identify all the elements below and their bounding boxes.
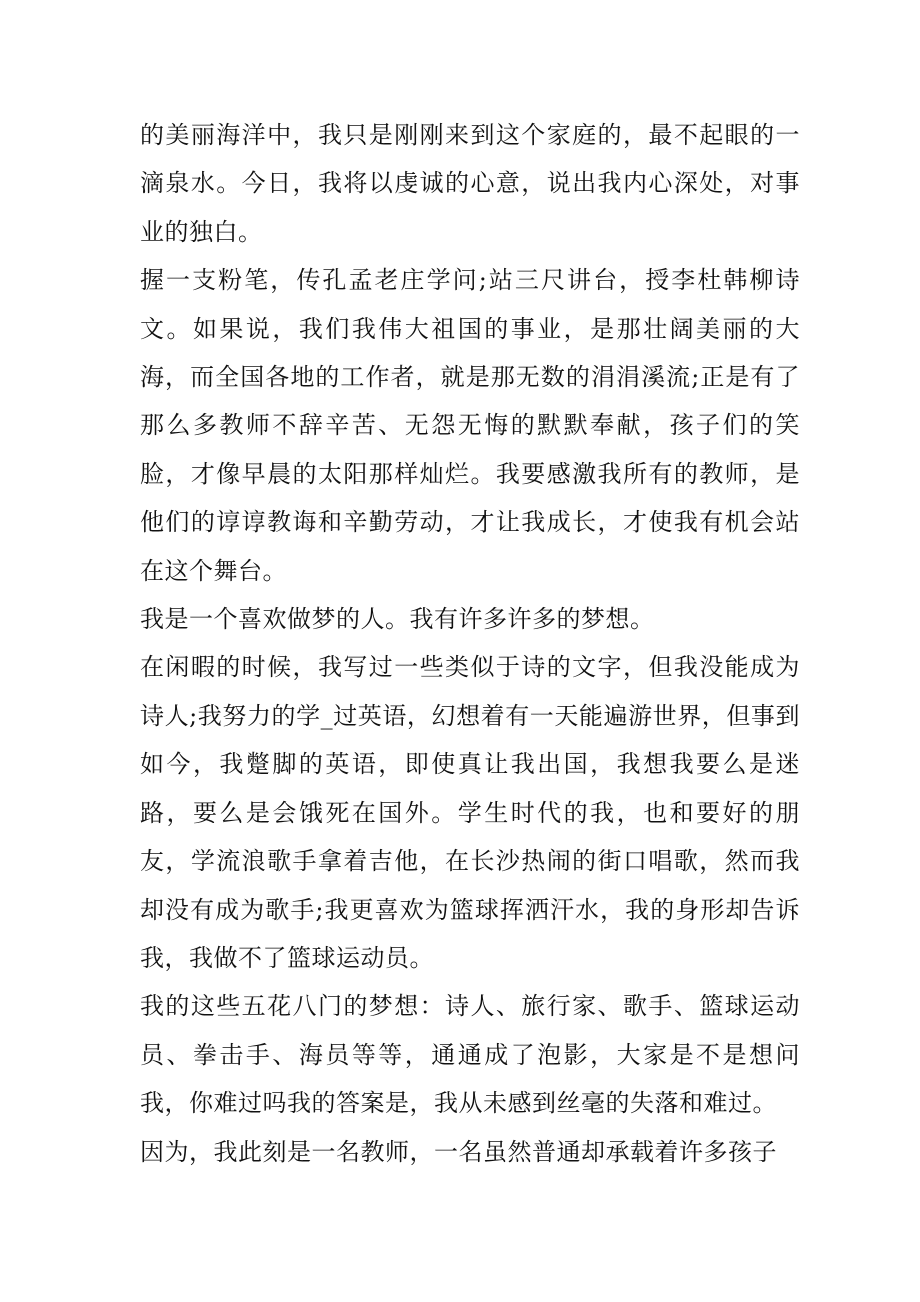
paragraph-5: 我的这些五花八门的梦想：诗人、旅行家、歌手、篮球运动员、拳击手、海员等等，通通成了泡影，大家是不是想问我，你难过吗我的答案是，我从未感到丝毫的失落和难过。	[140, 992, 800, 1118]
paragraph-6: 因为，我此刻是一名教师，一名虽然普通却承载着许多孩子	[140, 1137, 777, 1166]
paragraph-4: 在闲暇的时候，我写过一些类似于诗的文字，但我没能成为诗人;我努力的学_过英语，幻想着有一天能遍游世界，但事到如今，我蹩脚的英语，即使真让我出国，我想我要么是迷路，要么是会饿死在国外。学生时代的我，也和要好的朋友，学流浪歌手拿着吉他，在长沙热闹的街口唱歌，然而我却没有成为歌手;我更喜欢为篮球挥洒汗水，我的身形却告诉我，我做不了篮球运动员。	[140, 653, 800, 972]
document-body	[140, 111, 800, 1176]
paragraph-2: 握一支粉笔，传孔孟老庄学问;站三尺讲台，授李杜韩柳诗文。如果说，我们我伟大祖国的事业，是那壮阔美丽的大海，而全国各地的工作者，就是那无数的涓涓溪流;正是有了那么多教师不辞辛苦、无怨无悔的默默奉献，孩子们的笑脸，才像早晨的太阳那样灿烂。我要感激我所有的教师，是他们的谆谆教诲和辛勤劳动，才让我成长，才使我有机会站在这个舞台。	[140, 266, 800, 585]
paragraph-1: 的美丽海洋中，我只是刚刚来到这个家庭的，最不起眼的一滴泉水。今日，我将以虔诚的心意，说出我内心深处，对事业的独白。	[140, 121, 800, 246]
paragraph-3: 我是一个喜欢做梦的人。我有许多许多的梦想。	[140, 605, 655, 634]
